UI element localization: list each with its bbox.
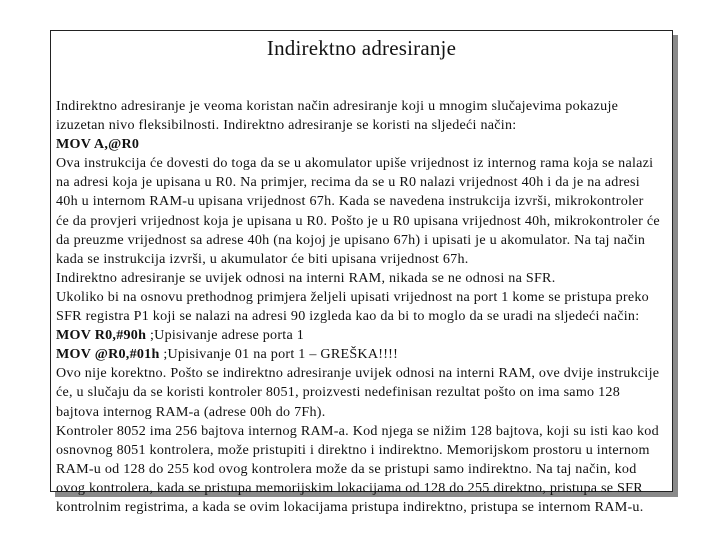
text-line	[56, 269, 668, 288]
line-text: na adresi koja je upisana u R0. Na primjer, recima da se u R0 nalazi vrijednost 40h i da je na adresi	[56, 174, 640, 191]
text-line	[56, 192, 668, 211]
text-line	[56, 288, 668, 307]
text-line	[56, 403, 668, 422]
line-text: izuzetan nivo fleksibilnosti. Indirektno adresiranje se koristi na sljedeći način:	[56, 117, 517, 134]
code-instruction: MOV R0,#90h	[56, 327, 147, 344]
line-text: ;Upisivanje adrese porta 1	[146, 327, 305, 344]
line-text: Kontroler 8052 ima 256 bajtova internog RAM-a. Kod njega se nižim 128 bajtova, koji su isti kao kod	[56, 422, 659, 439]
code-instruction: MOV A,@R0	[56, 136, 140, 153]
text-line	[56, 231, 668, 250]
text-line	[56, 422, 668, 441]
text-line	[56, 116, 668, 135]
line-text: Ukoliko bi na osnovu prethodnog primjera željeli upisati vrijednost na port 1 kome se pristupa preko	[56, 288, 649, 305]
text-line	[56, 441, 668, 460]
line-text: kontrolnim registrima, a kada se ovim lokacijama pristupa indirektno, pristupa se internom RAM-u.	[56, 498, 644, 515]
text-line	[56, 212, 668, 231]
code-instruction: MOV @R0,#01h	[56, 346, 160, 363]
text-line	[56, 135, 668, 154]
slide-title: Indirektno adresiranje	[266, 36, 457, 60]
line-text: RAM-u od 128 do 255 kod ovog kontrolera može da se pristupi samo indirektno. Na taj način, kod	[56, 460, 637, 477]
text-line	[56, 498, 668, 517]
text-line	[56, 479, 668, 498]
line-text: Ova instrukcija će dovesti do toga da se u akomulator upiše vrijednost iz internog rama koja se nalazi	[56, 155, 654, 172]
slide-frame	[50, 30, 673, 515]
text-line	[56, 97, 668, 116]
text-line	[56, 326, 668, 345]
line-text: ;Upisivanje 01 na port 1 – GREŠKA!!!!	[159, 346, 399, 363]
slide-body-text	[56, 97, 668, 517]
text-line	[56, 460, 668, 479]
line-text: Indirektno adresiranje je veoma koristan način adresiranje koji u mnogim slučajevima pokazuje	[56, 98, 619, 114]
text-line	[56, 364, 668, 383]
line-text: da preuzme vrijednost sa adrese 40h (na kojoj je upisano 67h) i upisati je u akomulator. Na taj način	[56, 231, 646, 248]
text-line	[56, 307, 668, 326]
line-text: osnovnog 8051 kontrolera, može pristupiti i direktno i indirektno. Memorijskom prostoru u internom	[56, 441, 650, 458]
line-text: 40h u internom RAM-u upisana vrijednost 67h. Kada se navedena instrukcija izvrši, mikrokontroler	[56, 193, 644, 210]
line-text: ovog kontrolera, kada se pristupa memorijskim lokacijama od 128 do 255 direktno, pristupa se SFR	[56, 479, 643, 496]
line-text: bajtova internog RAM-a (adrese 00h do 7Fh).	[56, 403, 326, 420]
line-text: kada se instrukcija izvrši, u akumulator će biti upisana vrijednost 67h.	[56, 250, 469, 267]
text-line	[56, 383, 668, 402]
line-text: SFR registra P1 koji se nalazi na adresi 90 izgleda kao da bi to moglo da se uradi na sljedeći način:	[56, 308, 640, 325]
line-text: Indirektno adresiranje se uvijek odnosi na interni RAM, nikada se ne odnosi na SFR.	[56, 269, 556, 286]
text-line	[56, 345, 668, 364]
text-line	[56, 154, 668, 173]
text-line	[56, 250, 668, 269]
text-line	[56, 173, 668, 192]
line-text: Ovo nije korektno. Pošto se indirektno adresiranje uvijek odnosi na interni RAM, ove dvije instrukcije	[56, 365, 660, 382]
line-text: će da provjeri vrijednost koja je upisana u R0. Pošto je u R0 upisana vrijednost 40h, mikrokontroler će	[56, 212, 660, 229]
line-text: će, u slučaju da se koristi kontroler 8051, proizvesti nedefinisan rezultat pošto on ima samo 128	[56, 384, 620, 401]
